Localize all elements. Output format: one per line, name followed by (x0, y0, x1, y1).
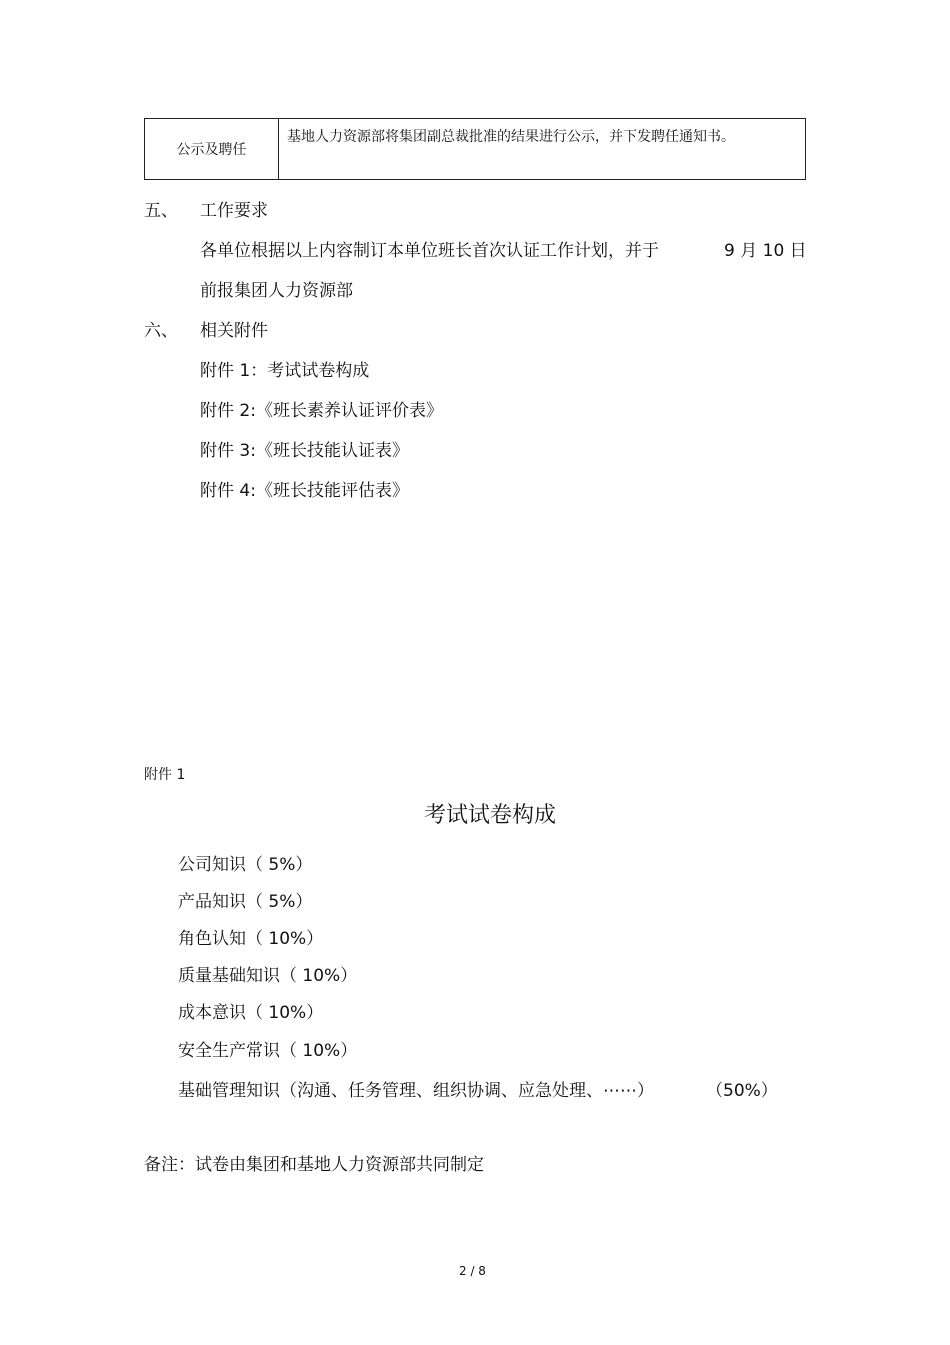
section5-number: 五、 (144, 201, 178, 221)
attachment-list-item: 附件 3:《班长技能认证表》 (200, 441, 409, 461)
table-content-cell: 基地人力资源部将集团副总裁批准的结果进行公示，并下发聘任通知书。 (287, 129, 735, 145)
section6-title: 相关附件 (200, 321, 268, 341)
exam-item: 角色认知（ 10%） (178, 929, 324, 949)
attachment1-label: 附件 1 (144, 767, 186, 783)
section6-number: 六、 (144, 321, 178, 341)
attachment-list-item: 附件 2:《班长素养认证评价表》 (200, 401, 443, 421)
note: 备注：试卷由集团和基地人力资源部共同制定 (144, 1155, 484, 1175)
exam-item: 产品知识（ 5%） (178, 892, 313, 912)
table-label-cell: 公示及聘任 (145, 119, 279, 179)
section5-title: 工作要求 (200, 201, 268, 221)
approval-table (144, 118, 806, 180)
exam-item: 安全生产常识（ 10%） (178, 1041, 358, 1061)
page-number: 2 / 8 (459, 1264, 486, 1278)
section5-line1: 各单位根据以上内容制订本单位班长首次认证工作计划，并于 (200, 241, 659, 261)
exam-item: 公司知识（ 5%） (178, 855, 313, 875)
exam-item: 成本意识（ 10%） (178, 1003, 324, 1023)
exam-item: 质量基础知识（ 10%） (178, 966, 358, 986)
exam-item-last-pct: （50%） (706, 1081, 778, 1101)
attachment1-title: 考试试卷构成 (424, 803, 557, 828)
section5-date: 9 月 10 日 (724, 241, 807, 261)
attachment-list-item: 附件 1：考试试卷构成 (200, 361, 370, 381)
exam-item-last: 基础管理知识（沟通、任务管理、组织协调、应急处理、⋯⋯） (178, 1081, 654, 1101)
section5-line2: 前报集团人力资源部 (200, 281, 353, 301)
attachment-list-item: 附件 4:《班长技能评估表》 (200, 481, 409, 501)
